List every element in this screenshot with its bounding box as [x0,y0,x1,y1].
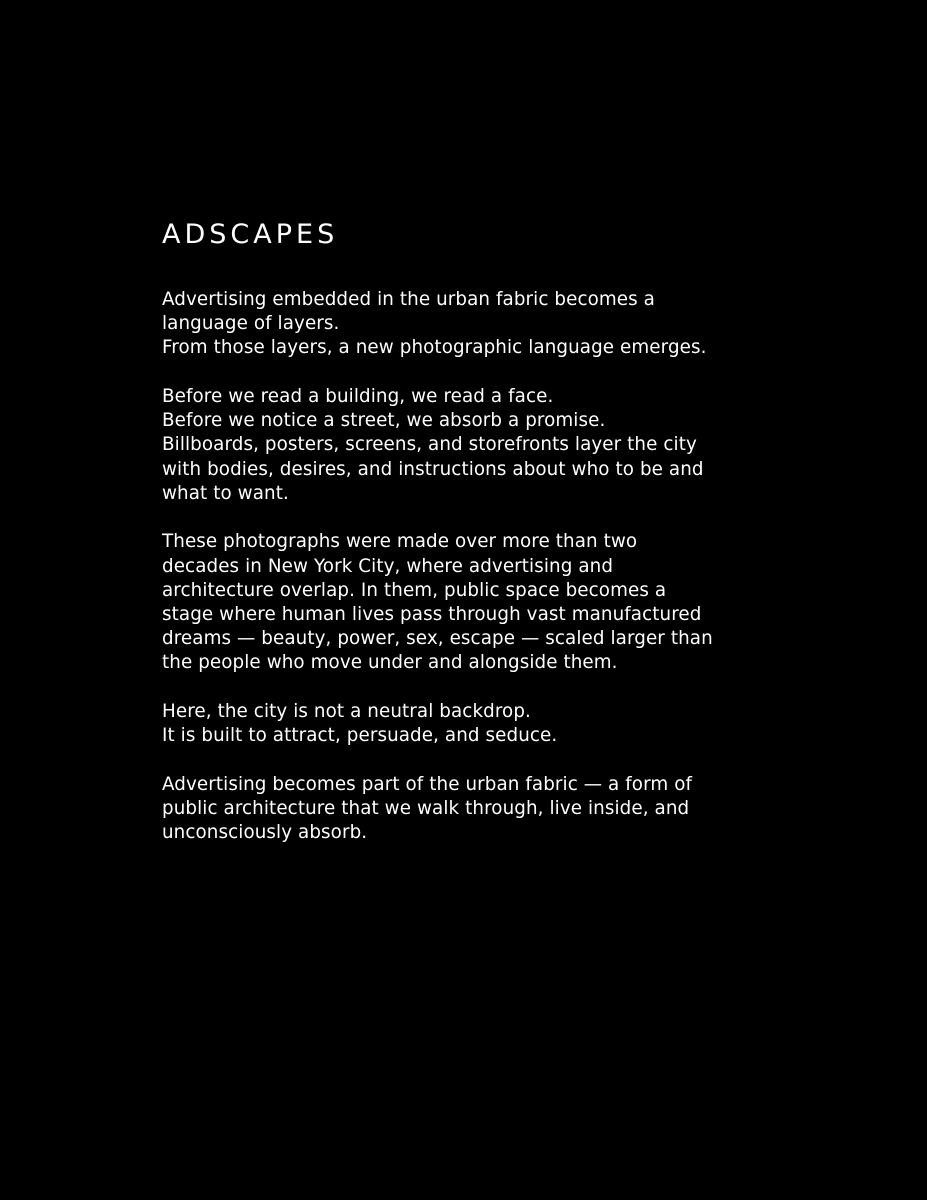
paragraph-intro [162,288,862,361]
text-line: Before we notice a street, we absorb a promise. [162,410,606,432]
paragraph-face [162,385,862,506]
text-line: Here, the city is not a neutral backdrop. [162,701,531,723]
text-line: public architecture that we walk through, live inside, and [162,798,690,820]
text-line: It is built to attract, persuade, and seduce. [162,725,558,747]
text-line: Billboards, posters, screens, and storefronts layer the city [162,434,697,456]
paragraph-city [162,700,862,748]
text-line: language of layers. [162,313,340,335]
text-line: the people who move under and alongside them. [162,652,618,674]
text-line: with bodies, desires, and instructions about who to be and [162,458,704,480]
text-block [162,218,862,870]
text-line: architecture overlap. In them, public space becomes a [162,579,667,601]
text-line: From those layers, a new photographic language emerges. [162,337,707,359]
text-line: These photographs were made over more than two [162,531,638,553]
text-line: Advertising embedded in the urban fabric becomes a [162,289,655,310]
text-line: Advertising becomes part of the urban fabric — a form of [162,773,693,795]
text-line: Before we read a building, we read a face. [162,386,554,407]
text-line: dreams — beauty, power, sex, escape — scaled larger than [162,628,713,650]
text-line: unconsciously absorb. [162,822,368,844]
text-line: stage where human lives pass through vast manufactured [162,604,702,626]
paragraph-photographs [162,530,862,675]
text-line: decades in New York City, where advertising and [162,555,614,577]
paragraph-conclusion [162,773,862,846]
page-title: ADSCAPES [162,219,339,250]
text-line: what to want. [162,482,289,504]
